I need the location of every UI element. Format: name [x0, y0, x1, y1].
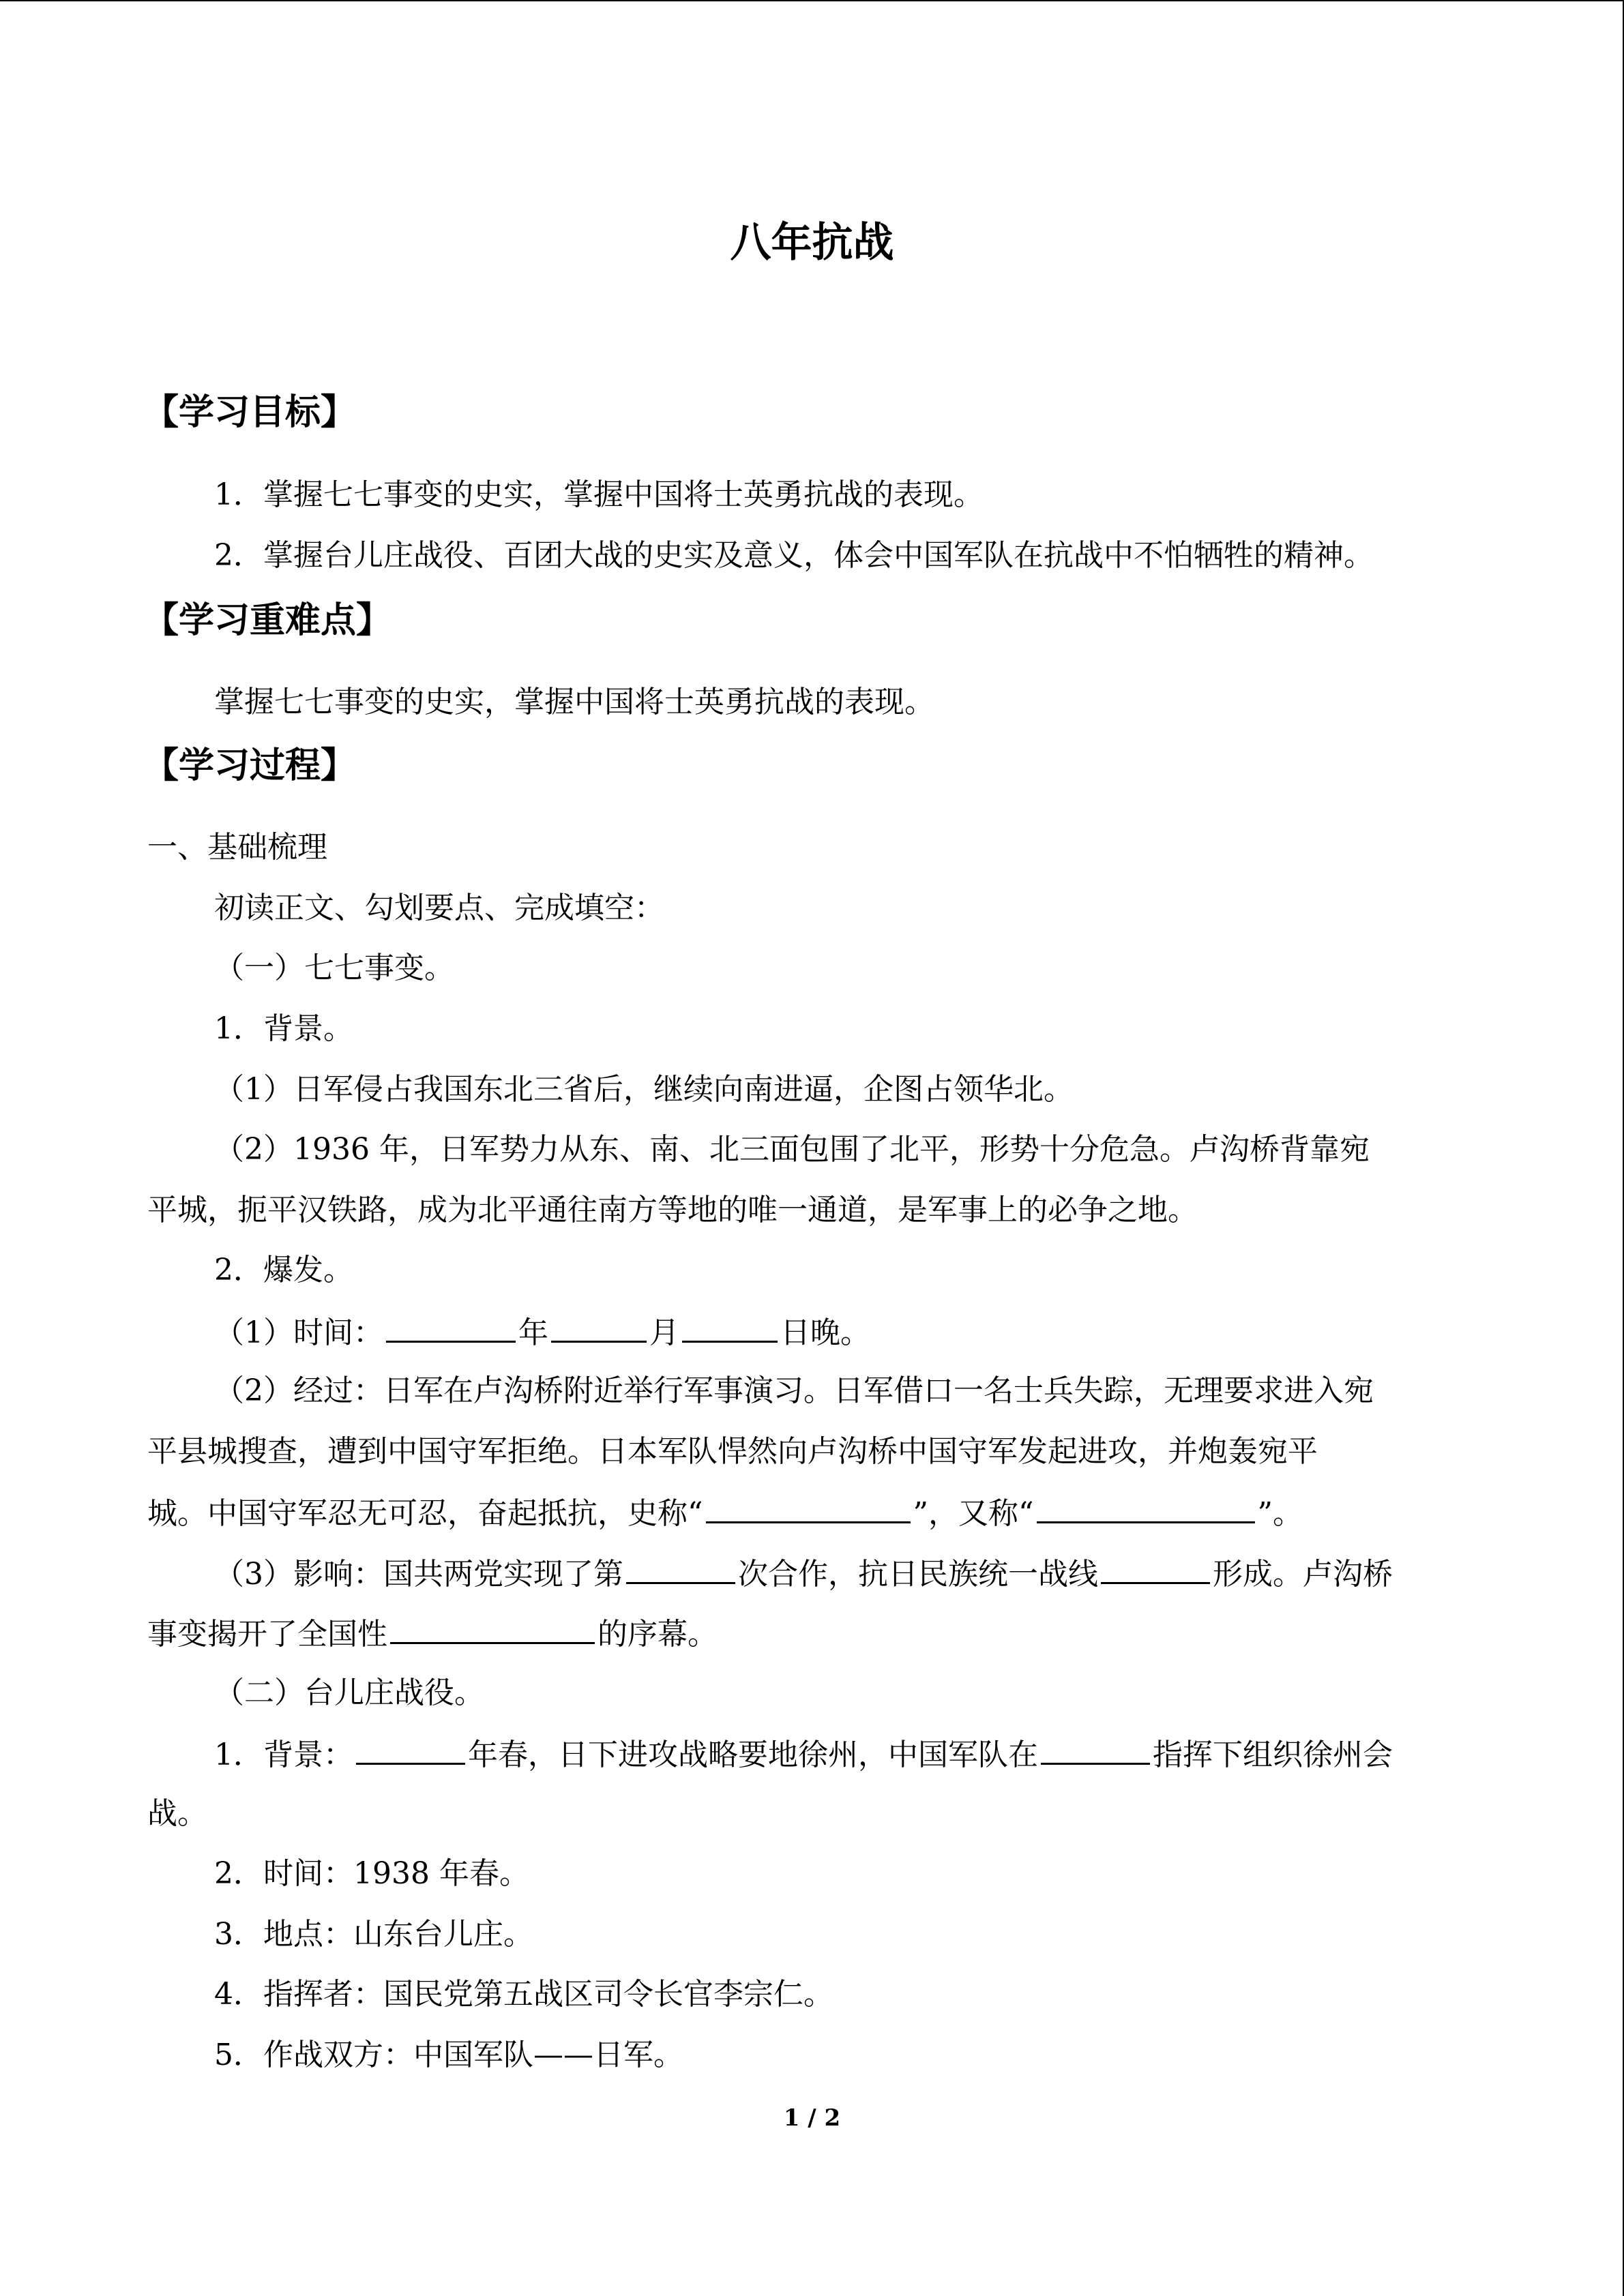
- blank-year[interactable]: [386, 1311, 516, 1343]
- blank-united-front[interactable]: [1101, 1552, 1210, 1584]
- tez-commander: 4．指挥者：国民党第五战区司令长官李宗仁。: [214, 1977, 833, 2012]
- tez-sides: 5．作战双方：中国军队——日军。: [214, 2038, 683, 2072]
- blank-nationwide[interactable]: [390, 1612, 595, 1644]
- blank-incident-name[interactable]: [706, 1491, 911, 1523]
- tez-place: 3．地点：山东台儿庄。: [214, 1917, 533, 1952]
- tez-time: 2．时间：1938 年春。: [214, 1856, 529, 1891]
- blank-cooperation-number[interactable]: [626, 1552, 735, 1584]
- objective-item-2: 2．掌握台儿庄战役、百团大战的史实及意义，体会中国军队在抗战中不怕牺牲的精神。: [214, 538, 1374, 573]
- blank-incident-alias[interactable]: [1037, 1491, 1255, 1523]
- intro-text: 初读正文、勾划要点、完成填空：: [214, 891, 664, 925]
- course-line3: 城。中国守军忍无可忍，奋起抵抗，史称“ ”，又称“ ”。: [147, 1491, 1303, 1534]
- page-title: 八年抗战: [730, 219, 894, 267]
- impact-line1: （3）影响：国共两党实现了第 次合作，抗日民族统一战线 形成。卢沟桥: [214, 1552, 1393, 1595]
- month-label: 月: [649, 1315, 679, 1350]
- section-heading-july7: （一）七七事变。: [214, 951, 454, 985]
- blank-tez-year[interactable]: [356, 1733, 465, 1765]
- time-label: （1）时间：: [214, 1315, 383, 1350]
- heading-objectives: 【学习目标】: [143, 392, 357, 433]
- blank-tez-commander[interactable]: [1041, 1733, 1150, 1765]
- background-item-1: （1）日军侵占我国东北三省后，继续向南进逼，企图占领华北。: [214, 1072, 1074, 1107]
- blank-month[interactable]: [551, 1311, 647, 1343]
- day-label: 日晚。: [780, 1315, 870, 1350]
- objective-item-1: 1．掌握七七事变的史实，掌握中国将士英勇抗战的表现。: [214, 477, 984, 512]
- key-points-text: 掌握七七事变的史实，掌握中国将士英勇抗战的表现。: [214, 685, 934, 719]
- heading-key-points: 【学习重难点】: [143, 600, 392, 641]
- blank-day[interactable]: [682, 1311, 778, 1343]
- background-item-2-line1: （2）1936 年，日军势力从东、南、北三面包围了北平，形势十分危急。卢沟桥背靠宛: [214, 1132, 1370, 1167]
- page-number: 1 / 2: [783, 2104, 841, 2132]
- background-label: 1．背景。: [214, 1011, 353, 1046]
- impact-line2: 事变揭开了全国性 的序幕。: [147, 1612, 718, 1655]
- outbreak-label: 2．爆发。: [214, 1253, 353, 1287]
- tez-background-line2: 战。: [147, 1796, 207, 1831]
- heading-process: 【学习过程】: [143, 745, 357, 786]
- course-line2: 平县城搜查，遭到中国守军拒绝。日本军队悍然向卢沟桥中国守军发起进攻，并炮轰宛平: [147, 1434, 1318, 1469]
- tez-background-line1: 1．背景： 年春，日下进攻战略要地徐州，中国军队在 指挥下组织徐州会: [214, 1733, 1393, 1776]
- time-fill-line: [214, 1311, 870, 1354]
- course-line1: （2）经过：日军在卢沟桥附近举行军事演习。日军借口一名士兵失踪，无理要求进入宛: [214, 1373, 1374, 1408]
- section-heading-taierzhuang: （二）台儿庄战役。: [214, 1675, 484, 1710]
- background-item-2-line2: 平城，扼平汉铁路，成为北平通往南方等地的唯一通道，是军事上的必争之地。: [147, 1193, 1198, 1227]
- part1-heading: 一、基础梳理: [147, 830, 327, 865]
- year-label: 年: [518, 1315, 548, 1350]
